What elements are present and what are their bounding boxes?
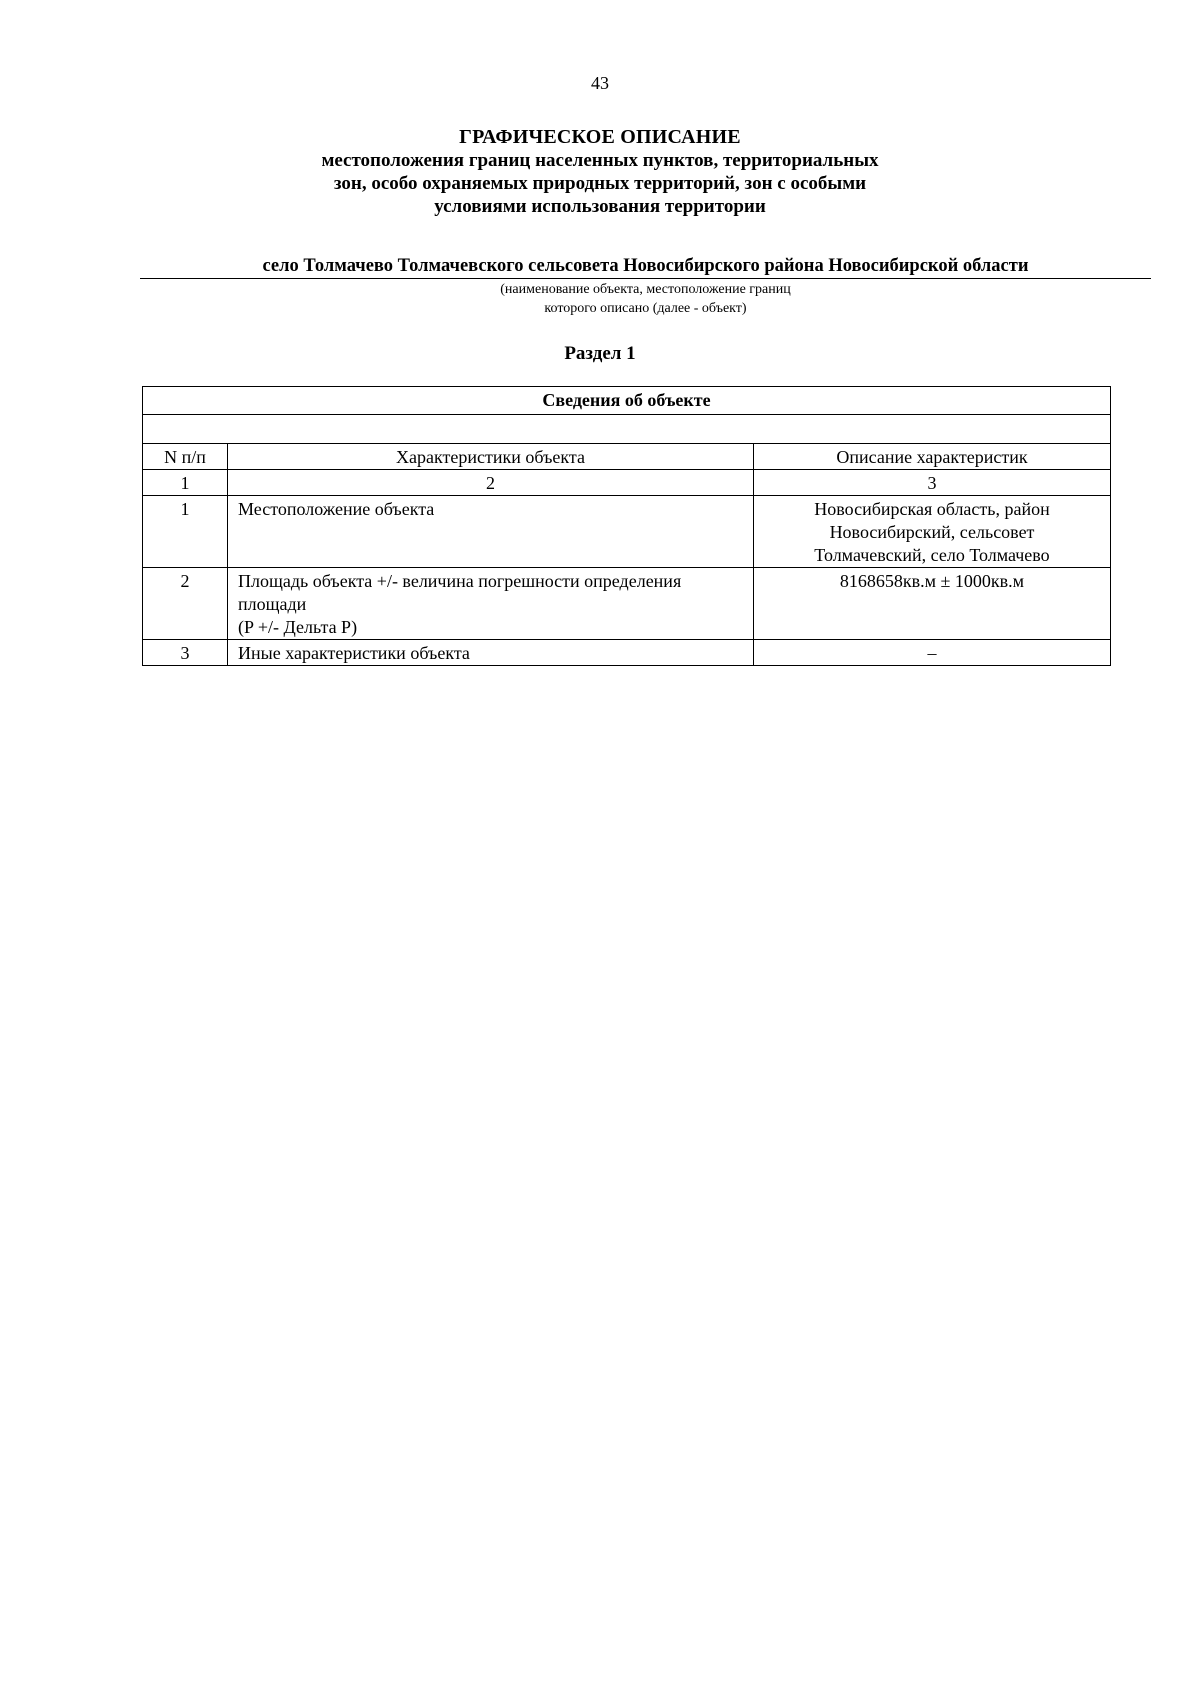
object-caption-line-1: (наименование объекта, местоположение границ xyxy=(500,282,791,297)
table-title-row xyxy=(143,387,1111,415)
row-number: 3 xyxy=(143,640,228,666)
characteristic-line: Площадь объекта +/- величина погрешности определения xyxy=(238,571,682,591)
description-line: 8168658кв.м ± 1000кв.м xyxy=(839,571,1025,591)
numbering-cell-2: 2 xyxy=(228,470,754,496)
title-main: ГРАФИЧЕСКОЕ ОПИСАНИЕ xyxy=(459,126,741,148)
object-info-table xyxy=(142,386,1111,666)
table-blank-row xyxy=(143,415,1111,444)
object-caption-line-2: которого описано (далее - объект) xyxy=(544,301,747,316)
table-row xyxy=(143,496,1111,568)
numbering-cell-3: 3 xyxy=(754,470,1111,496)
characteristic-line: Местоположение объекта xyxy=(238,499,435,519)
object-block xyxy=(140,255,1151,317)
title-line-3: условиями использования территории xyxy=(434,196,766,217)
row-description xyxy=(754,640,1111,666)
characteristic-line: (P +/- Дельта P) xyxy=(238,617,358,637)
page-number: 43 xyxy=(591,73,609,93)
title-line-1: местоположения границ населенных пунктов, территориальных xyxy=(321,150,879,171)
row-description xyxy=(754,496,1111,568)
table-numbering-row xyxy=(143,470,1111,496)
document-title xyxy=(0,125,1200,218)
row-characteristic xyxy=(228,568,754,640)
description-line: – xyxy=(927,643,937,663)
description-line: Толмачевский, село Толмачево xyxy=(814,545,1050,565)
description-line: Новосибирская область, район xyxy=(814,499,1050,519)
table-row xyxy=(143,568,1111,640)
table-title: Сведения об объекте xyxy=(143,387,1111,415)
table-row xyxy=(143,640,1111,666)
row-number: 2 xyxy=(143,568,228,640)
header-number: N п/п xyxy=(143,444,228,470)
table-blank-cell xyxy=(143,415,1111,444)
header-characteristic: Характеристики объекта xyxy=(228,444,754,470)
section-title: Раздел 1 xyxy=(564,343,636,364)
title-line-2: зон, особо охраняемых природных территорий, зон с особыми xyxy=(333,173,867,194)
row-characteristic xyxy=(228,496,754,568)
description-line: Новосибирский, сельсовет xyxy=(829,522,1035,542)
characteristic-line: площади xyxy=(238,594,307,614)
characteristic-line: Иные характеристики объекта xyxy=(238,643,470,663)
row-characteristic xyxy=(228,640,754,666)
row-number: 1 xyxy=(143,496,228,568)
numbering-cell-1: 1 xyxy=(143,470,228,496)
row-description xyxy=(754,568,1111,640)
header-description: Описание характеристик xyxy=(754,444,1111,470)
table-header-row xyxy=(143,444,1111,470)
object-name: село Толмачево Толмачевского сельсовета Новосибирского района Новосибирской области xyxy=(140,255,1151,279)
